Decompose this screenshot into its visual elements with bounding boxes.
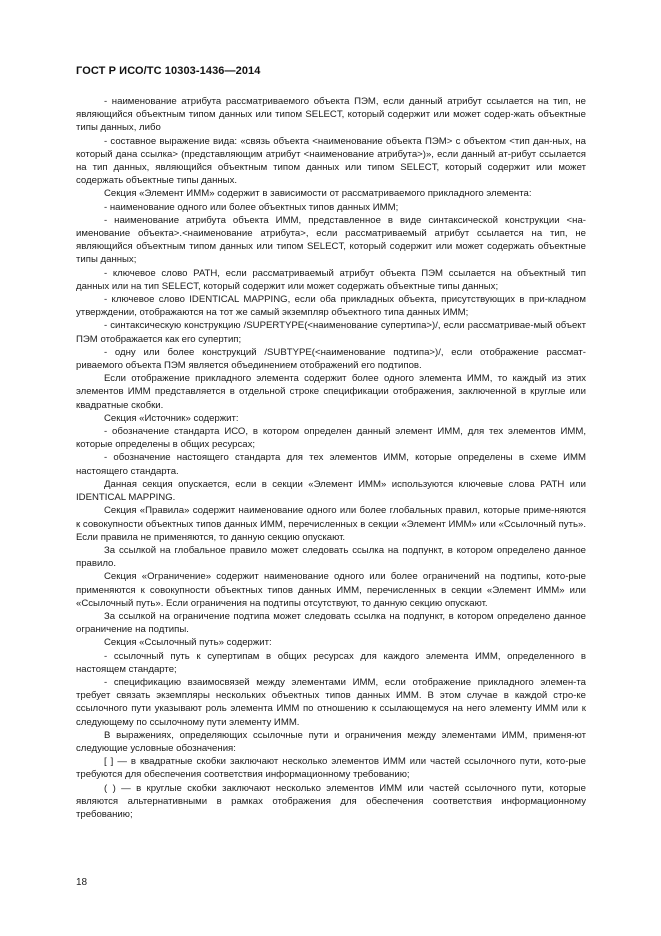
paragraph: - ключевое слово PATH, если рассматриваемый атрибут объекта ПЭМ ссылается на объектный тип данных или на тип SELECT, который содержит или может содержать объектные типы данных;: [76, 267, 586, 292]
paragraph: В выражениях, определяющих ссылочные пути и ограничения между элементами ИММ, применя-ют следующие условные обозначения:: [76, 729, 586, 754]
paragraph: - наименование атрибута рассматриваемого объекта ПЭМ, если данный атрибут ссылается на тип, не являющийся объектным типом данных или типом SELECT, который содержит или может содер-жать объектные типы данных, либо: [76, 96, 586, 134]
paragraph: - синтаксическую конструкцию /SUPERTYPE(<наименование супертипа>)/, если рассматривае-мый объект ПЭМ отображается как его супертип;: [76, 320, 586, 345]
document-body: [76, 95, 586, 821]
paragraph: - обозначение настоящего стандарта для тех элементов ИММ, которые определены в схеме ИММ настоящего стандарта.: [76, 452, 586, 477]
paragraph: - составное выражение вида: «связь объекта <наименование объекта ПЭМ> с объектом <тип дан-ных, на который дана ссылка> (представляющим атрибут <наименование атрибута>)», если данный ат-рибут ссылается на тип данных, являющийся объектным типом данных или типом SELECT, который содержит или может содержать объектные типы данных.: [76, 135, 586, 187]
paragraph: Секция «Элемент ИММ» содержит в зависимости от рассматриваемого прикладного элемента:: [104, 188, 532, 200]
page-number: 18: [76, 877, 88, 888]
paragraph: - спецификацию взаимосвязей между элементами ИММ, если отображение прикладного элемен-та требует связать экземпляры нескольких объектных типов данных ИММ. В этом случае в каждой стро-ке ссылочного пути указывают роль элемента ИММ по отношению к ссылающемуся на него элементу ИММ или к следующему по ссылочному пути элементу ИММ.: [76, 676, 586, 728]
paragraph: - одну или более конструкций /SUBTYPE(<наименование подтипа>)/, если отображение рассмат-риваемого объекта ПЭМ является объединением отображений его подтипов.: [76, 346, 586, 372]
paragraph: Секция «Ссылочный путь» содержит:: [104, 637, 272, 649]
paragraph: За ссылкой на глобальное правило может следовать ссылка на подпункт, в котором определено данное правило.: [76, 544, 586, 570]
paragraph: - ссылочный путь к супертипам в общих ресурсах для каждого элемента ИММ, определенного в настоящем стандарте;: [76, 650, 586, 675]
paragraph: ( ) — в круглые скобки заключают несколько элементов ИММ или частей ссылочного пути, которые являются альтернативными в рамках отображения для обеспечения соответствия информационному требованию;: [76, 782, 586, 820]
paragraph: Данная секция опускается, если в секции «Элемент ИММ» используются ключевые слова PATH или IDENTICAL MAPPING.: [76, 478, 586, 504]
paragraph: - наименование одного или более объектных типов данных ИММ;: [104, 201, 399, 213]
paragraph: Секция «Источник» содержит:: [104, 412, 239, 424]
paragraph: - ключевое слово IDENTICAL MAPPING, если оба прикладных объекта, присутствующих в при-кладном утверждении, отображаются на тот же самый экземпляр объектного типа данных ИММ;: [76, 294, 586, 319]
paragraph: Если отображение прикладного элемента содержит более одного элемента ИММ, то каждый из этих элементов ИММ представляется в отдельной строке спецификации отображения, заключенной в круглые или квадратные скобки.: [76, 373, 586, 411]
paragraph: Секция «Правила» содержит наименование одного или более глобальных правил, которые приме-няются к совокупности объектных типов данных ИММ, перечисленных в секции «Элемент ИММ» или «Ссылочный путь». Если правила не применяются, то данную секцию опускают.: [76, 505, 586, 543]
paragraph: [ ] — в квадратные скобки заключают несколько элементов ИММ или частей ссылочного пути, кото-рые требуются для обеспечения соответствия информационному требованию;: [76, 756, 586, 781]
paragraph: - обозначение стандарта ИСО, в котором определен данный элемент ИММ, для тех элементов ИММ, которые определены в общих ресурсах;: [76, 426, 586, 451]
paragraph: - наименование атрибута объекта ИММ, представленное в виде синтаксической конструкции <на-именование объекта>.<наименование атрибута>, если рассматриваемый атрибут ссылается на тип, не являющийся объектным типом данных или типом SELECT, который содержит или может содержать объектные типы данных;: [76, 214, 586, 266]
paragraph: Секция «Ограничение» содержит наименование одного или более ограничений на подтипы, кото-рые применяются к совокупности объектных типов данных ИММ, перечисленных в секции «Элемент ИММ» или «Ссылочный путь». Если ограничения на подтипы отсутствуют, то данную секцию опускают.: [76, 571, 586, 609]
page-header: ГОСТ Р ИСО/ТС 10303-1436—2014: [76, 65, 261, 77]
paragraph: За ссылкой на ограничение подтипа может следовать ссылка на подпункт, в котором определено данное ограничение на подтипы.: [76, 610, 586, 636]
